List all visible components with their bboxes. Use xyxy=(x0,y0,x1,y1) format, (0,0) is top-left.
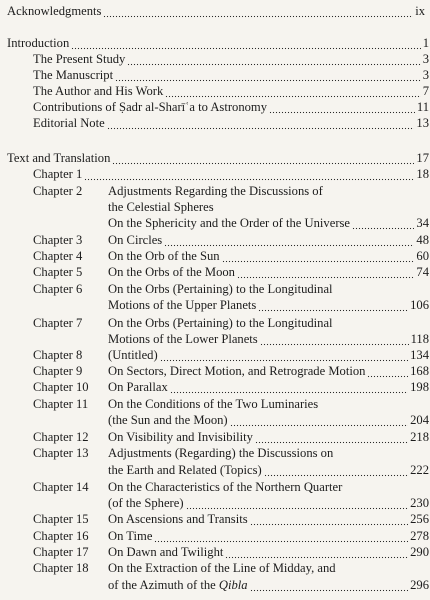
toc-chapter-9 xyxy=(108,364,429,379)
chapter-title-line xyxy=(108,578,248,593)
toc-entry-author-work xyxy=(33,84,429,99)
chapter-label: Chapter 16 xyxy=(33,529,89,543)
toc-entry-page: 11 xyxy=(416,100,429,114)
chapter-label: Chapter 15 xyxy=(33,512,89,526)
chapter-title-line: Motions of the Lower Planets xyxy=(108,332,258,346)
dot-leader xyxy=(269,102,415,114)
toc-chapter-18 xyxy=(108,578,429,593)
toc-entry-page: 13 xyxy=(416,116,429,130)
chapter-title-line: On the Extraction of the Line of Midday, and xyxy=(108,561,336,575)
toc-entry-present-study xyxy=(33,52,429,67)
dot-leader xyxy=(127,54,420,66)
dot-leader xyxy=(154,531,408,543)
toc-entry-title: The Author and His Work xyxy=(33,84,164,98)
toc-entry-page: 256 xyxy=(410,512,429,526)
chapter-label: Chapter 9 xyxy=(33,364,83,378)
toc-chapter-17 xyxy=(108,545,429,560)
dot-leader xyxy=(164,235,414,247)
toc-entry-page: 3 xyxy=(422,68,429,82)
toc-chapter-12 xyxy=(108,430,429,445)
toc-entry-page: 48 xyxy=(416,233,429,247)
toc-entry-title: The Present Study xyxy=(33,52,126,66)
toc-chapter-3 xyxy=(108,233,429,248)
chapter-label: Chapter 4 xyxy=(33,249,83,263)
chapter-label: Chapter 13 xyxy=(33,446,89,460)
toc-entry-title: Acknowledgments xyxy=(7,4,102,18)
toc-entry-page: 34 xyxy=(416,216,429,230)
toc-chapter-5 xyxy=(108,265,429,280)
chapter-title-line: Adjustments Regarding the Discussions of xyxy=(108,184,323,198)
toc-chapter-11 xyxy=(108,413,429,428)
toc-entry-page: 1 xyxy=(422,36,429,50)
chapter-label: Chapter 5 xyxy=(33,265,83,279)
chapter-label: Chapter 18 xyxy=(33,561,89,575)
toc-entry-title: The Manuscript xyxy=(33,68,114,82)
toc-chapter-1 xyxy=(33,167,429,182)
toc-entry-page: 168 xyxy=(410,364,429,378)
toc-entry-page: 7 xyxy=(422,84,429,98)
toc-entry-text-translation xyxy=(7,151,429,166)
chapter-label: Chapter 17 xyxy=(33,545,89,559)
toc-entry-page: 106 xyxy=(410,298,429,312)
chapter-title-line: On Time xyxy=(108,529,153,543)
dot-leader xyxy=(230,415,408,427)
chapter-title-line: On Parallax xyxy=(108,380,168,394)
toc-entry-page: 60 xyxy=(416,249,429,263)
chapter-title-text: of the Azimuth of the xyxy=(108,578,219,592)
chapter-label: Chapter 12 xyxy=(33,430,89,444)
toc-entry-acknowledgments xyxy=(7,4,425,19)
chapter-title-line: Motions of the Upper Planets xyxy=(108,298,257,312)
toc-chapter-4 xyxy=(108,249,429,264)
chapter-title-line: (of the Sphere) xyxy=(108,496,184,510)
toc-entry-title: Editorial Note xyxy=(33,116,105,130)
chapter-title-line: On the Orbs (Pertaining) to the Longitudinal xyxy=(108,316,333,330)
dot-leader xyxy=(160,350,408,362)
dot-leader xyxy=(225,547,408,559)
chapter-title-line: the Celestial Spheres xyxy=(108,200,214,214)
toc-chapter-10 xyxy=(108,380,429,395)
dot-leader xyxy=(165,86,420,98)
toc-entry-page: 222 xyxy=(410,463,429,477)
toc-entry-page: ix xyxy=(415,4,425,18)
dot-leader xyxy=(258,300,408,312)
toc-entry-page: 296 xyxy=(410,578,429,592)
dot-leader xyxy=(367,366,408,378)
chapter-title-line: (the Sun and the Moon) xyxy=(108,413,228,427)
toc-chapter-13 xyxy=(108,463,429,478)
toc-entry-title: Text and Translation xyxy=(7,151,111,165)
chapter-title-line: On the Orb of the Sun xyxy=(108,249,220,263)
toc-entry-page: 198 xyxy=(410,380,429,394)
toc-entry-page: 3 xyxy=(422,52,429,66)
toc-chapter-15 xyxy=(108,512,429,527)
dot-leader xyxy=(107,118,415,130)
dot-leader xyxy=(352,218,414,230)
dot-leader xyxy=(237,267,414,279)
toc-entry-page: 278 xyxy=(410,529,429,543)
toc-chapter-14 xyxy=(108,496,429,511)
dot-leader xyxy=(186,498,409,510)
toc-entry-manuscript xyxy=(33,68,429,83)
chapter-title-line: On Circles xyxy=(108,233,163,247)
dot-leader xyxy=(222,251,415,263)
chapter-title-line: On the Sphericity and the Order of the Universe xyxy=(108,216,351,230)
toc-chapter-7 xyxy=(108,332,429,347)
toc-entry-page: 17 xyxy=(416,151,429,165)
toc-chapter-2 xyxy=(108,216,429,231)
dot-leader xyxy=(260,334,409,346)
toc-entry-title: Introduction xyxy=(7,36,70,50)
toc-entry-page: 18 xyxy=(416,167,429,181)
chapter-title-line: Adjustments (Regarding) the Discussions on xyxy=(108,446,334,460)
toc-entry-editorial-note xyxy=(33,116,429,131)
qibla-italic: Qibla xyxy=(218,578,248,592)
dot-leader xyxy=(103,6,413,18)
toc-entry-introduction xyxy=(7,36,429,51)
chapter-label: Chapter 14 xyxy=(33,480,89,494)
chapter-title-line: On Sectors, Direct Motion, and Retrograde Motion xyxy=(108,364,366,378)
toc-entry-page: 290 xyxy=(410,545,429,559)
toc-chapter-6 xyxy=(108,298,429,313)
toc-entry-page: 134 xyxy=(410,348,429,362)
toc-chapter-16 xyxy=(108,529,429,544)
chapter-label: Chapter 8 xyxy=(33,348,83,362)
chapter-title-line: (Untitled) xyxy=(108,348,158,362)
dot-leader xyxy=(115,70,421,82)
toc-entry-page: 204 xyxy=(410,413,429,427)
chapter-title-line: On Visibility and Invisibility xyxy=(108,430,253,444)
toc-entry-page: 74 xyxy=(416,265,429,279)
chapter-label: Chapter 6 xyxy=(33,282,83,296)
dot-leader xyxy=(71,38,420,50)
toc-entry-page: 118 xyxy=(410,332,429,346)
chapter-title-line: On the Orbs (Pertaining) to the Longitudinal xyxy=(108,282,333,296)
chapter-label: Chapter 7 xyxy=(33,316,83,330)
dot-leader xyxy=(84,169,414,181)
chapter-title-line: On Ascensions and Transits xyxy=(108,512,248,526)
dot-leader xyxy=(255,432,408,444)
chapter-label: Chapter 3 xyxy=(33,233,83,247)
dot-leader xyxy=(250,514,409,526)
chapter-title-line: the Earth and Related (Topics) xyxy=(108,463,262,477)
dot-leader xyxy=(170,382,408,394)
dot-leader xyxy=(112,153,414,165)
chapter-label: Chapter 10 xyxy=(33,380,89,394)
toc-entry-title: Contributions of Ṣadr al-Sharīʿa to Astronomy xyxy=(33,100,268,114)
chapter-title-line: On the Characteristics of the Northern Quarter xyxy=(108,480,343,494)
chapter-label: Chapter 11 xyxy=(33,397,89,411)
dot-leader xyxy=(250,580,409,592)
chapter-title-line: On the Orbs of the Moon xyxy=(108,265,235,279)
toc-entry-contributions xyxy=(33,100,429,115)
toc-entry-page: 230 xyxy=(410,496,429,510)
chapter-label: Chapter 2 xyxy=(33,184,83,198)
toc-chapter-8 xyxy=(108,348,429,363)
chapter-title-line: On the Conditions of the Two Luminaries xyxy=(108,397,319,411)
toc-entry-page: 218 xyxy=(410,430,429,444)
chapter-label: Chapter 1 xyxy=(33,167,83,181)
dot-leader xyxy=(264,465,408,477)
chapter-title-line: On Dawn and Twilight xyxy=(108,545,224,559)
